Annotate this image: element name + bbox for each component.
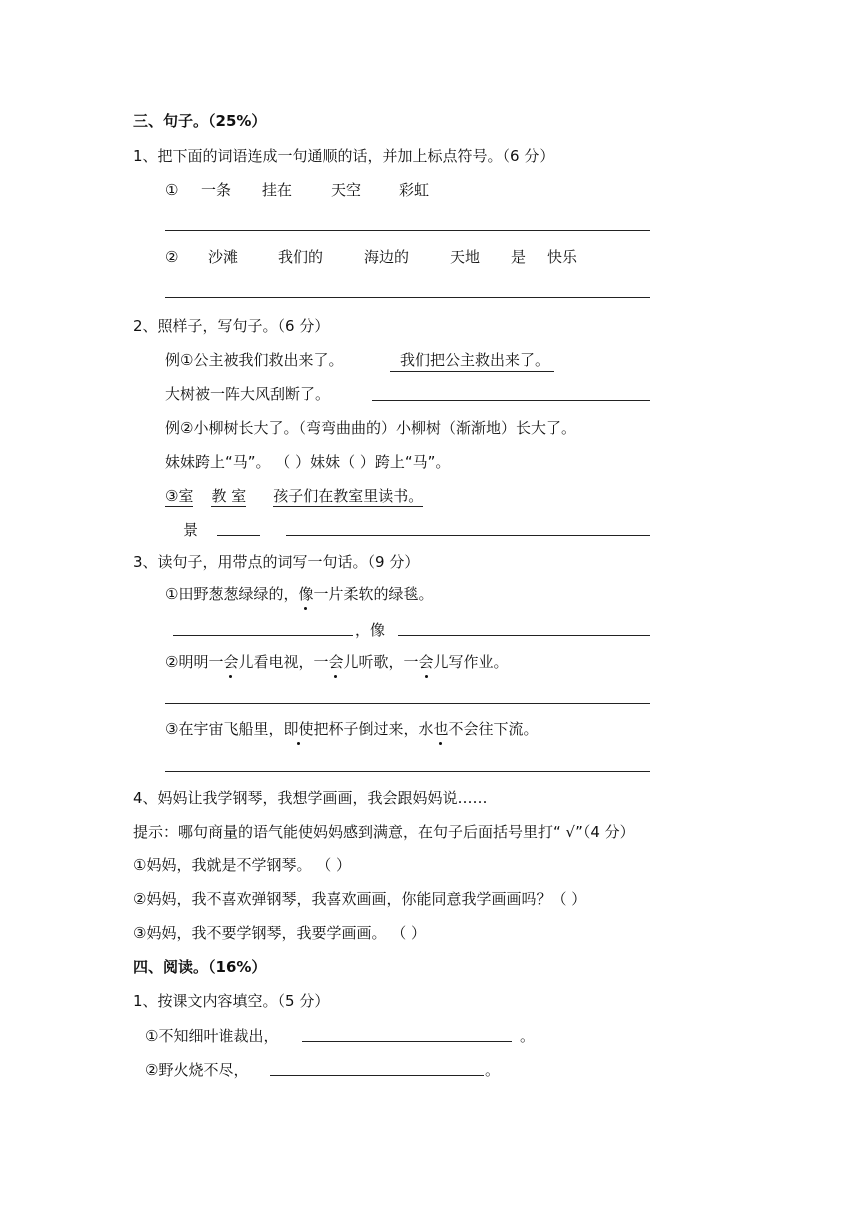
answer-line[interactable] [165,297,650,298]
section-4-heading: 四、阅读。（16%） [133,958,267,976]
q1-word-row-1 [165,180,429,200]
dotted-word: 即使 [283,720,314,738]
q1-prompt: 1、把下面的词语连成一句通顺的话，并加上标点符号。（6 分） [133,147,555,165]
word: 挂在 [262,181,293,199]
q1-word-row-2 [165,247,577,267]
word: 天地 [450,248,481,266]
word: 海边的 [364,248,410,266]
period: 。 [520,1027,536,1045]
word: 彩虹 [399,181,430,199]
word: 一条 [201,181,232,199]
q4-hint: 提示：哪句商量的语气能使妈妈感到满意，在句子后面括号里打“ √”（4 分） [133,823,635,841]
word: 天空 [331,181,362,199]
dotted-word: 一会儿 [208,653,254,671]
example-sentence: 孩子们在教室里读书。 [273,487,424,505]
q3-sentence-2: ②明明一会儿看电视，一会儿听歌，一会儿写作业。 [165,653,509,671]
q2-example-2: 例②小柳树长大了。（弯弯曲曲的）小柳树（渐渐地）长大了。 [165,419,576,437]
q3-sentence-3: ③在宇宙飞船里，即使把杯子倒过来，水也不会往下流。 [165,720,539,738]
poem-line-2: ②野火烧不尽， [145,1061,249,1079]
q3-connector: ，像 [355,621,386,639]
section-3-heading: 三、句子。（25%） [133,112,267,130]
answer-line[interactable] [165,230,650,231]
answer-line[interactable] [165,771,650,772]
word: 沙滩 [208,248,239,266]
q2-task-3-char: 景 [183,521,199,539]
answer-line[interactable] [217,535,260,536]
q4-option-1[interactable]: ①妈妈，我就是不学钢琴。 （ ） [133,856,351,874]
word: 是 [511,248,527,266]
q2-prompt: 2、照样子，写句子。（6 分） [133,317,330,335]
period: 。 [485,1061,501,1079]
word: 快乐 [547,248,578,266]
dotted-word: 像 [298,585,314,603]
answer-line[interactable] [165,703,650,704]
q2-example-3 [165,486,423,506]
q2-example-1: 例①公主被我们救出来了。 [165,351,344,369]
dotted-word: 一会儿 [313,653,359,671]
q4-option-2[interactable]: ②妈妈，我不喜欢弹钢琴，我喜欢画画，你能同意我学画画吗？（ ） [133,890,587,908]
example-word: 教 室 [211,487,247,505]
q2-task-1: 大树被一阵大风刮断了。 [165,385,331,403]
answer-line[interactable] [286,535,650,536]
answer-line[interactable] [398,635,650,636]
poem-line-1: ①不知细叶谁裁出， [145,1027,279,1045]
item-number: ① [165,181,179,199]
dotted-word: 也 [433,720,449,738]
example-char: ③室 [165,487,194,505]
answer-line[interactable] [372,400,650,401]
answer-line[interactable] [270,1075,484,1076]
q2-example-1-answer: 我们把公主救出来了。 [390,350,554,372]
answer-line[interactable] [302,1041,512,1042]
q4-prompt: 4、妈妈让我学钢琴，我想学画画，我会跟妈妈说…… [133,789,488,807]
q2-task-2: 妹妹跨上“马”。 （ ）妹妹（ ）跨上“马”。 [165,453,451,471]
word: 我们的 [278,248,324,266]
answer-line[interactable] [173,635,353,636]
dotted-word: 一会儿 [403,653,449,671]
q4-option-3[interactable]: ③妈妈，我不要学钢琴，我要学画画。 （ ） [133,924,426,942]
q3-prompt: 3、读句子，用带点的词写一句话。（9 分） [133,553,420,571]
reading-q1-prompt: 1、按课文内容填空。（5 分） [133,992,330,1010]
item-number: ② [165,248,179,266]
q3-sentence-1: ①田野葱葱绿绿的，像一片柔软的绿毯。 [165,585,434,603]
